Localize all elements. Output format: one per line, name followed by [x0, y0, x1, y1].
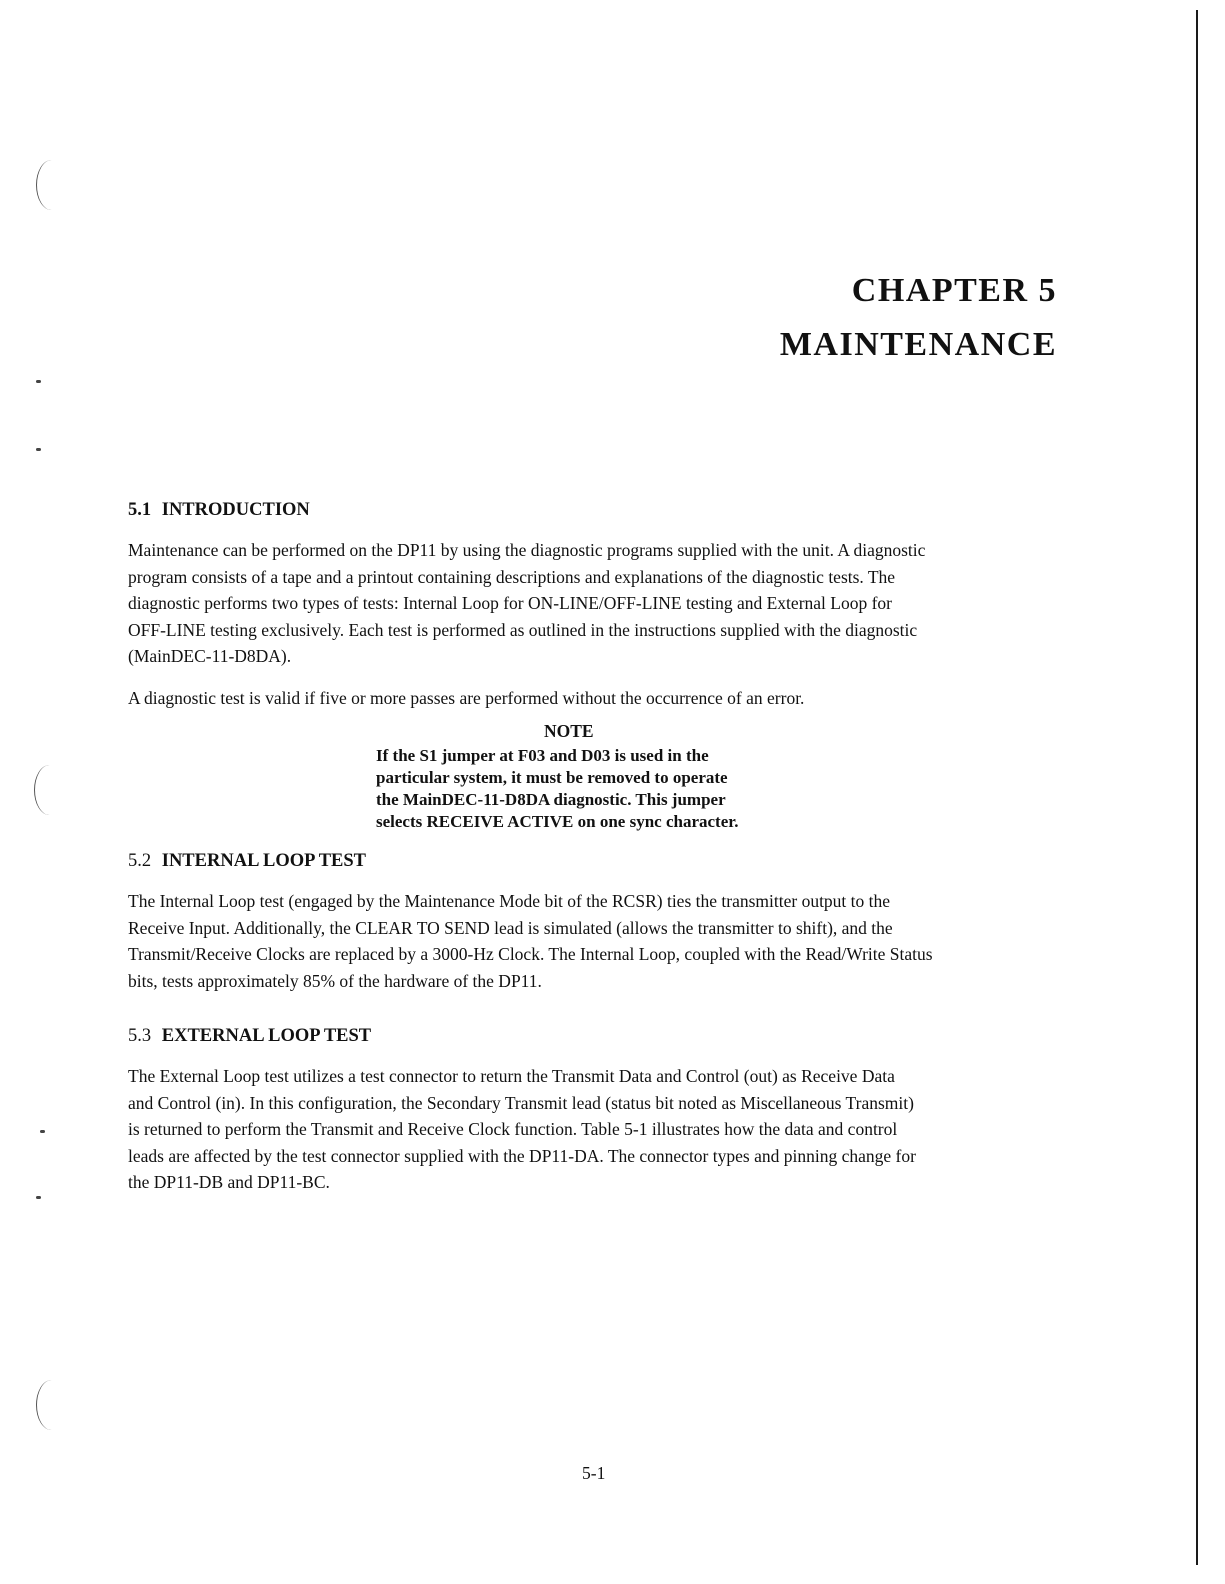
- paragraph: [128, 537, 1043, 670]
- section-heading-introduction: [128, 500, 310, 521]
- paragraph: [128, 685, 1043, 712]
- paragraph: [128, 888, 1043, 994]
- paragraph: [128, 1063, 1043, 1196]
- text-line: The Internal Loop test (engaged by the Maintenance Mode bit of the RCSR) ties the transmitter output to the: [128, 891, 891, 911]
- text-line: bits, tests approximately 85% of the hardware of the DP11.: [128, 970, 542, 991]
- scan-speck: [36, 380, 41, 383]
- scan-speck: [40, 1130, 45, 1133]
- text-line: Receive Input. Additionally, the CLEAR TO SEND lead is simulated (allows the transmitter to shift), and the: [128, 917, 893, 938]
- section-heading-external-loop-test: [128, 1026, 371, 1047]
- text-line: Transmit/Receive Clocks are replaced by a 3000-Hz Clock. The Internal Loop, coupled with the Read/Write Status: [128, 944, 933, 964]
- chapter-title: [780, 264, 1057, 372]
- section-number: 5.3: [128, 1026, 152, 1046]
- note-line: If the S1 jumper at F03 and D03 is used in the: [376, 746, 709, 765]
- text-line: Maintenance can be performed on the DP11 by using the diagnostic programs supplied with the unit. A diagnostic: [128, 540, 926, 560]
- section-number: 5.1: [128, 500, 152, 520]
- scan-speck: [36, 448, 41, 451]
- section-heading-internal-loop-test: [128, 851, 366, 872]
- text-line: leads are affected by the test connector supplied with the DP11-DA. The connector types and pinning change for: [128, 1145, 916, 1166]
- note-line: particular system, it must be removed to operate: [376, 768, 728, 787]
- text-line: A diagnostic test is valid if five or more passes are performed without the occurrence of an error.: [128, 688, 805, 708]
- text-line: program consists of a tape and a printout containing descriptions and explanations of the diagnostic tests. The: [128, 566, 896, 587]
- page-number: 5-1: [582, 1463, 606, 1483]
- note-line: the MainDEC-11-D8DA diagnostic. This jumper: [376, 790, 726, 809]
- punch-hole-mark: [36, 1380, 67, 1430]
- text-line: and Control (in). In this configuration, the Secondary Transmit lead (status bit noted as Miscellaneous Transmit): [128, 1092, 914, 1113]
- chapter-number: CHAPTER 5: [851, 272, 1057, 309]
- punch-hole-mark: [34, 765, 65, 815]
- section-title: INTRODUCTION: [161, 500, 310, 520]
- text-line: OFF-LINE testing exclusively. Each test is performed as outlined in the instructions supplied with the diagnostic: [128, 619, 918, 640]
- text-line: the DP11-DB and DP11-BC.: [128, 1172, 330, 1192]
- note-line: selects RECEIVE ACTIVE on one sync character.: [376, 812, 739, 831]
- section-title: EXTERNAL LOOP TEST: [161, 1026, 372, 1046]
- note-body: [376, 745, 739, 833]
- page-edge-line: [1196, 10, 1198, 1565]
- punch-hole-mark: [36, 160, 67, 210]
- scan-speck: [36, 1196, 41, 1199]
- text-line: is returned to perform the Transmit and Receive Clock function. Table 5-1 illustrates how the data and control: [128, 1119, 898, 1139]
- text-line: (MainDEC-11-D8DA).: [128, 646, 292, 666]
- text-line: The External Loop test utilizes a test connector to return the Transmit Data and Control (out) as Receive Data: [128, 1066, 895, 1086]
- note-label: NOTE: [544, 721, 594, 741]
- section-title: INTERNAL LOOP TEST: [161, 851, 367, 871]
- chapter-name: MAINTENANCE: [779, 326, 1057, 363]
- section-number: 5.2: [128, 851, 152, 871]
- text-line: diagnostic performs two types of tests: Internal Loop for ON-LINE/OFF-LINE testing and External Loop for: [128, 593, 892, 613]
